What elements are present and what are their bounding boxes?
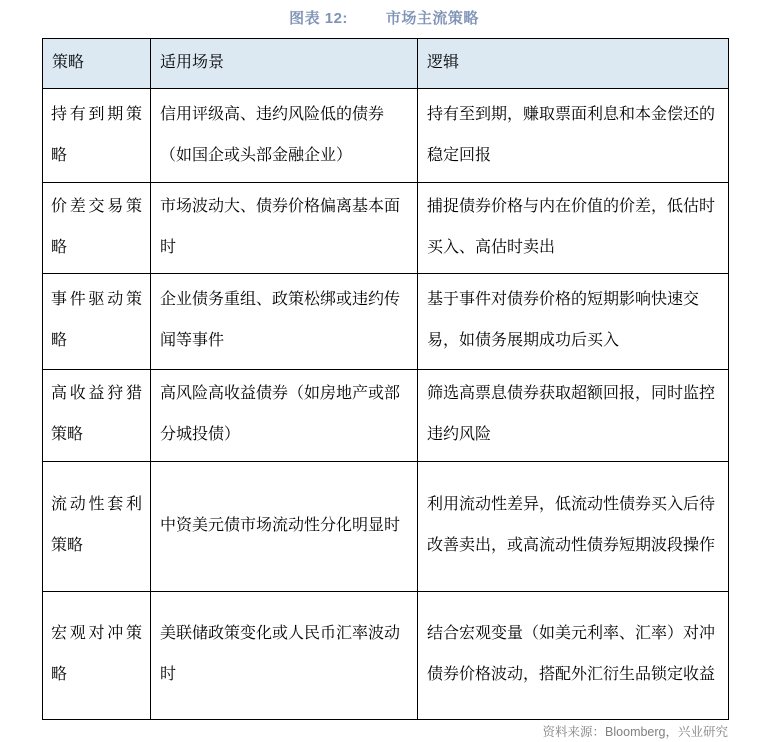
cell-scenario: 美联储政策变化或人民币汇率波动时 — [151, 591, 418, 719]
cell-scenario: 企业债务重组、政策松绑或违约传闻等事件 — [151, 273, 418, 369]
column-header-logic: 逻辑 — [418, 39, 729, 89]
cell-strategy: 价差交易策略 — [43, 183, 151, 274]
table-row — [43, 461, 729, 591]
cell-logic: 捕捉债券价格与内在价值的价差，低估时买入、高估时卖出 — [418, 183, 729, 274]
table-row — [43, 273, 729, 369]
cell-scenario: 信用评级高、违约风险低的债券（如国企或头部金融企业） — [151, 89, 418, 183]
column-header-strategy: 策略 — [43, 39, 151, 89]
table-row — [43, 183, 729, 274]
table-row — [43, 369, 729, 461]
strategy-table-container — [42, 38, 728, 720]
cell-logic: 利用流动性差异，低流动性债券买入后待改善卖出，或高流动性债券短期波段操作 — [418, 461, 729, 591]
source-note: 资料来源：Bloomberg，兴业研究 — [542, 725, 728, 739]
cell-logic: 持有至到期，赚取票面利息和本金偿还的稳定回报 — [418, 89, 729, 183]
cell-strategy: 流动性套利策略 — [43, 461, 151, 591]
cell-logic: 结合宏观变量（如美元利率、汇率）对冲债券价格波动，搭配外汇衍生品锁定收益 — [418, 591, 729, 719]
cell-logic: 基于事件对债券价格的短期影响快速交易，如债务展期成功后买入 — [418, 273, 729, 369]
cell-strategy: 持有到期策略 — [43, 89, 151, 183]
cell-scenario: 市场波动大、债券价格偏离基本面时 — [151, 183, 418, 274]
cell-strategy: 事件驱动策略 — [43, 273, 151, 369]
figure-title — [0, 0, 768, 28]
figure-title-text: 市场主流策略 — [385, 10, 479, 27]
figure-number-label: 图表 12: — [289, 10, 348, 27]
table-row — [43, 89, 729, 183]
cell-logic: 筛选高票息债券获取超额回报，同时监控违约风险 — [418, 369, 729, 461]
cell-strategy: 高收益狩猎策略 — [43, 369, 151, 461]
table-row — [43, 591, 729, 719]
strategy-table — [42, 38, 729, 720]
cell-scenario: 高风险高收益债券（如房地产或部分城投债） — [151, 369, 418, 461]
header-row — [43, 39, 729, 89]
column-header-scenario: 适用场景 — [151, 39, 418, 89]
cell-scenario: 中资美元债市场流动性分化明显时 — [151, 461, 418, 591]
cell-strategy: 宏观对冲策略 — [43, 591, 151, 719]
